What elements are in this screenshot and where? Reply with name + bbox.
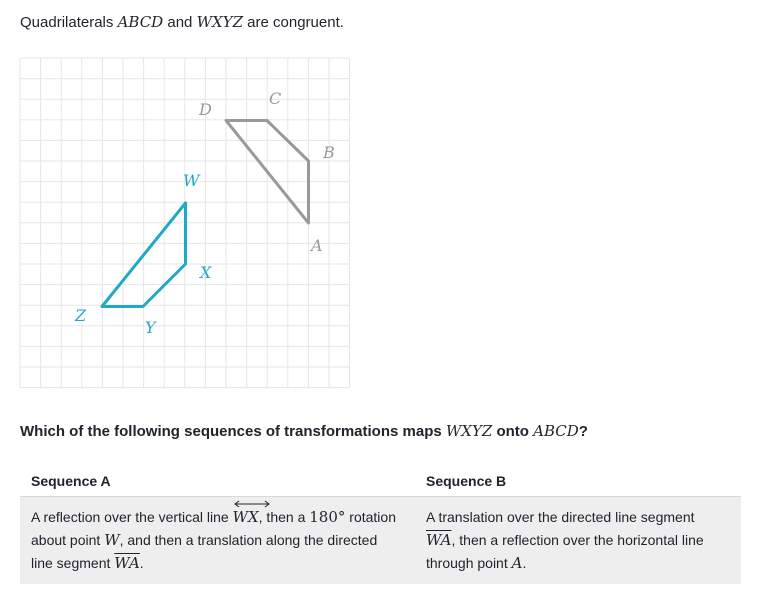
seq-a-text-3: rotation about point bbox=[31, 509, 396, 548]
table-row bbox=[20, 497, 741, 584]
quad-wxyz: WXYZ bbox=[196, 13, 243, 31]
label-z: Z bbox=[75, 306, 87, 325]
line-wx-label: WX bbox=[232, 508, 259, 526]
intro-text-1: Quadrilaterals bbox=[20, 14, 114, 31]
seq-a-text-2: , then a bbox=[258, 509, 306, 525]
intro-text-2: and bbox=[167, 14, 193, 31]
seq-b-text-3: . bbox=[522, 555, 527, 571]
coordinate-grid bbox=[19, 57, 351, 391]
seq-a-degrees: 180° bbox=[309, 508, 346, 526]
sequence-b-description bbox=[416, 506, 741, 584]
seq-a-text-5: . bbox=[139, 555, 144, 571]
label-b: B bbox=[323, 143, 335, 162]
label-x: X bbox=[200, 263, 212, 282]
problem-statement bbox=[20, 12, 344, 33]
question-text bbox=[20, 421, 588, 442]
label-a: A bbox=[311, 236, 323, 255]
intro-text-3: are congruent. bbox=[247, 14, 344, 31]
double-arrow-icon bbox=[233, 500, 271, 508]
question-text-3: ? bbox=[578, 423, 588, 440]
label-d: D bbox=[199, 100, 212, 119]
header-sequence-b: Sequence B bbox=[426, 473, 507, 489]
seq-a-point-w: W bbox=[104, 531, 120, 549]
seq-b-text-2: , then a reflection over the horizontal line through point bbox=[426, 532, 704, 571]
seq-a-text-1: A reflection over the vertical line bbox=[31, 509, 229, 525]
question-quad-abcd: ABCD bbox=[533, 422, 579, 440]
seq-a-segment-wa: $\overline{WA}$ bbox=[114, 554, 140, 572]
header-sequence-a: Sequence A bbox=[31, 473, 111, 489]
label-w: W bbox=[183, 171, 200, 190]
question-text-2: onto bbox=[496, 423, 529, 440]
quad-abcd: ABCD bbox=[117, 13, 164, 31]
line-wx bbox=[233, 506, 259, 529]
seq-b-text-1: A translation over the directed line segment bbox=[426, 509, 695, 525]
question-text-1: Which of the following sequences of transformations maps bbox=[20, 423, 442, 440]
seq-a-text-4: , and then a translation along the directed line segment bbox=[31, 532, 378, 571]
table-header bbox=[20, 466, 741, 497]
seq-b-segment-wa: $\overline{WA}$ bbox=[426, 531, 452, 549]
seq-b-point-a: A bbox=[511, 554, 523, 572]
label-c: C bbox=[269, 89, 282, 108]
sequences-table bbox=[20, 466, 741, 584]
label-y: Y bbox=[145, 318, 156, 337]
sequence-a-description bbox=[20, 506, 416, 584]
question-quad-wxyz: WXYZ bbox=[445, 422, 493, 440]
